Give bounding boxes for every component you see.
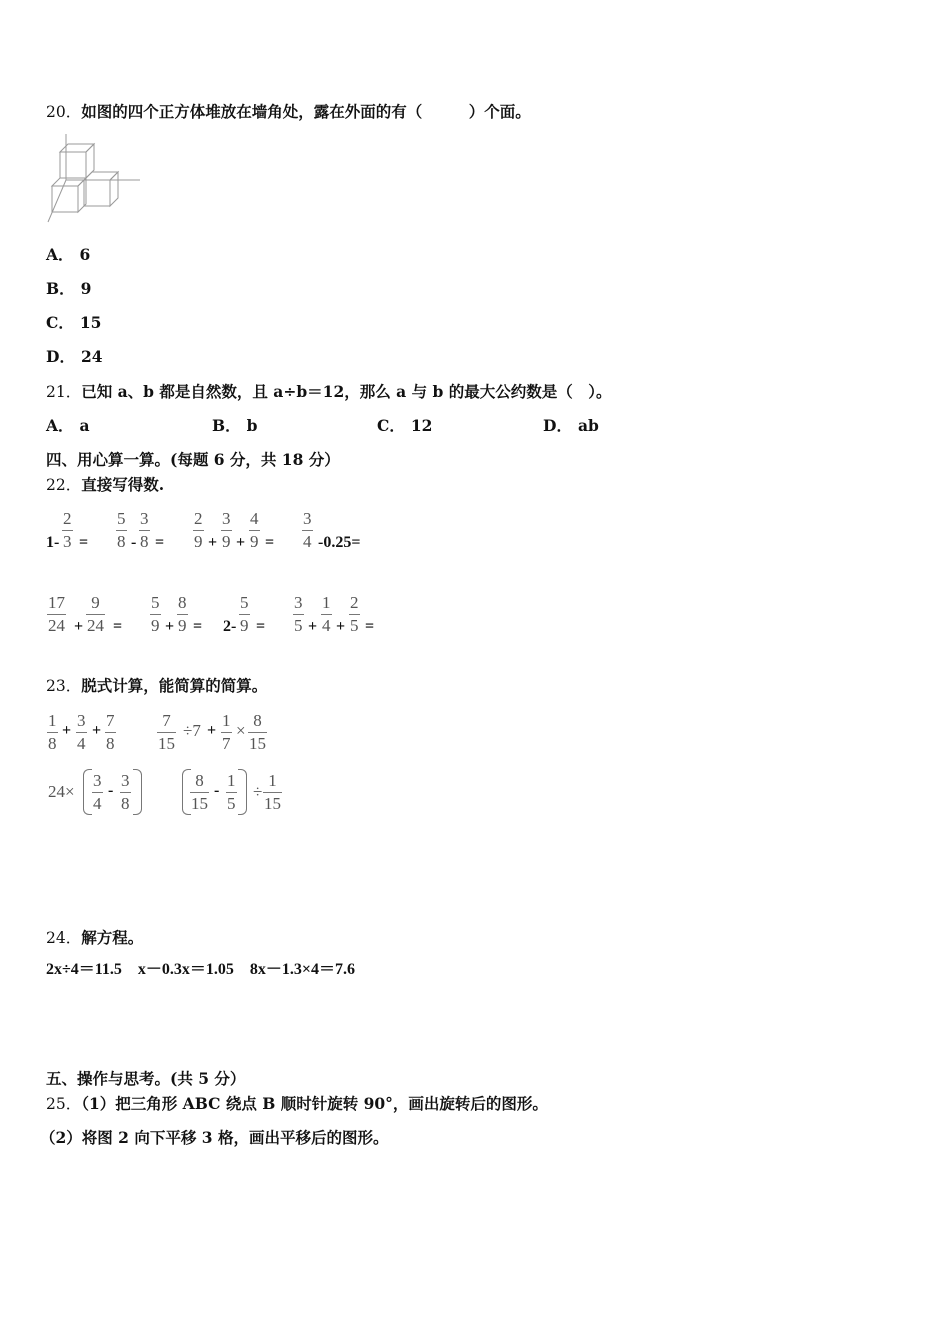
q24-stem	[46, 928, 143, 948]
q20-stem	[46, 102, 531, 122]
expr-suffix: -0.25=	[318, 534, 361, 551]
equals-sign: =	[265, 534, 275, 551]
question-text: 直接写得数.	[81, 475, 165, 494]
operator: +	[208, 534, 218, 551]
question-number: 22．	[46, 476, 82, 494]
equals-sign: =	[365, 618, 375, 635]
equals-sign: =	[155, 534, 165, 551]
q21-option-b[interactable]: B． b	[212, 416, 258, 435]
operator: +	[165, 618, 175, 635]
equals-sign: =	[193, 618, 203, 635]
expr-prefix: 24×	[48, 782, 75, 801]
q23-stem	[46, 676, 267, 696]
question-text: 已知 a、b 都是自然数，且 a÷b＝12，那么 a 与 b 的最大公约数是（ ）。	[81, 382, 612, 401]
q21-stem	[46, 382, 611, 402]
operator: -	[108, 782, 114, 799]
question-text: 解方程。	[81, 928, 144, 947]
operator: +	[308, 618, 318, 635]
fraction: $\frac{1}{7}$	[222, 711, 231, 753]
fraction: $\frac{3}{5}$	[294, 593, 303, 635]
q21-option-c[interactable]: C． 12	[377, 416, 433, 435]
equals-sign: =	[113, 618, 123, 635]
fraction: $\frac{3}{9}$	[222, 509, 231, 551]
q25-part2: （2）将图 2 向下平移 3 格，画出平移后的图形。	[40, 1128, 389, 1147]
operator: +	[92, 722, 102, 739]
question-number: 20．	[46, 103, 82, 121]
fraction: $\frac{17}{24}$	[48, 593, 65, 635]
section-4-title: 四、用心算一算。(每题 6 分，共 18 分）	[46, 450, 340, 469]
operator: +	[236, 534, 246, 551]
fraction: $\frac{1}{8}$	[48, 711, 57, 753]
fraction: $\frac{3}{8}$	[140, 509, 149, 551]
right-parenthesis	[133, 769, 142, 815]
fraction: $\frac{8}{9}$	[178, 593, 187, 635]
q21-option-d[interactable]: D． ab	[543, 416, 599, 435]
operator: +	[74, 618, 84, 635]
right-parenthesis	[238, 769, 247, 815]
fraction: $\frac{3}{4}$	[77, 711, 86, 753]
question-text: 脱式计算，能简算的简算。	[81, 676, 268, 695]
fraction: $\frac{2}{5}$	[350, 593, 359, 635]
fraction: $\frac{9}{24}$	[87, 593, 104, 635]
operator: ×	[236, 721, 246, 740]
fraction: $\frac{1}{5}$	[227, 771, 236, 813]
expr-prefix: 2-	[223, 618, 237, 635]
q21-option-a[interactable]: A． a	[46, 416, 90, 435]
equals-sign: =	[79, 534, 89, 551]
section-5-title: 五、操作与思考。(共 5 分）	[46, 1069, 246, 1088]
fraction: $\frac{3}{4}$	[93, 771, 102, 813]
operator: -	[131, 534, 137, 551]
fraction: $\frac{1}{15}$	[264, 771, 281, 813]
fraction: $\frac{3}{4}$	[303, 509, 312, 551]
question-text: （1）把三角形 ABC 绕点 B 顺时针旋转 90°，画出旋转后的图形。	[81, 1094, 548, 1113]
fraction: $\frac{7}{8}$	[106, 711, 115, 753]
question-text: 如图的四个正方体堆放在墙角处，露在外面的有（ ）个面。	[81, 102, 531, 121]
q22-stem	[46, 475, 164, 495]
fraction: $\frac{8}{15}$	[191, 771, 208, 813]
question-number: 24．	[46, 929, 82, 947]
question-number: 21．	[46, 383, 82, 401]
operator: ÷	[253, 782, 263, 801]
fraction: $\frac{8}{15}$	[249, 711, 266, 753]
operator: +	[62, 722, 72, 739]
fraction: $\frac{5}{9}$	[240, 593, 249, 635]
fraction: $\frac{2}{9}$	[194, 509, 203, 551]
fraction: $\frac{7}{15}$	[158, 711, 175, 753]
q25-part1	[46, 1094, 548, 1114]
operator: +	[336, 618, 346, 635]
q20-option-a[interactable]: A． 6	[46, 245, 91, 264]
operator: ÷7	[183, 721, 201, 740]
q24-equations: 2x÷4＝11.5 x－0.3x＝1.05 8x－1.3×4＝7.6	[46, 961, 356, 978]
fraction: $\frac{5}{9}$	[151, 593, 160, 635]
question-number: 25．	[46, 1095, 82, 1113]
equals-sign: =	[256, 618, 266, 635]
fraction: $\frac{5}{8}$	[117, 509, 126, 551]
q20-option-d[interactable]: D． 24	[46, 347, 103, 366]
question-number: 23．	[46, 677, 82, 695]
fraction: $\frac{3}{8}$	[121, 771, 130, 813]
stacked-cubes-figure	[44, 130, 144, 226]
fraction: $\frac{1}{4}$	[322, 593, 331, 635]
fraction: $\frac{2}{3}$	[63, 509, 72, 551]
fraction: $\frac{4}{9}$	[250, 509, 259, 551]
operator: +	[207, 722, 217, 739]
operator: -	[214, 782, 220, 799]
left-parenthesis	[83, 769, 92, 815]
q20-option-b[interactable]: B． 9	[46, 279, 92, 298]
expr-prefix: 1-	[46, 534, 60, 551]
q20-option-c[interactable]: C． 15	[46, 313, 102, 332]
